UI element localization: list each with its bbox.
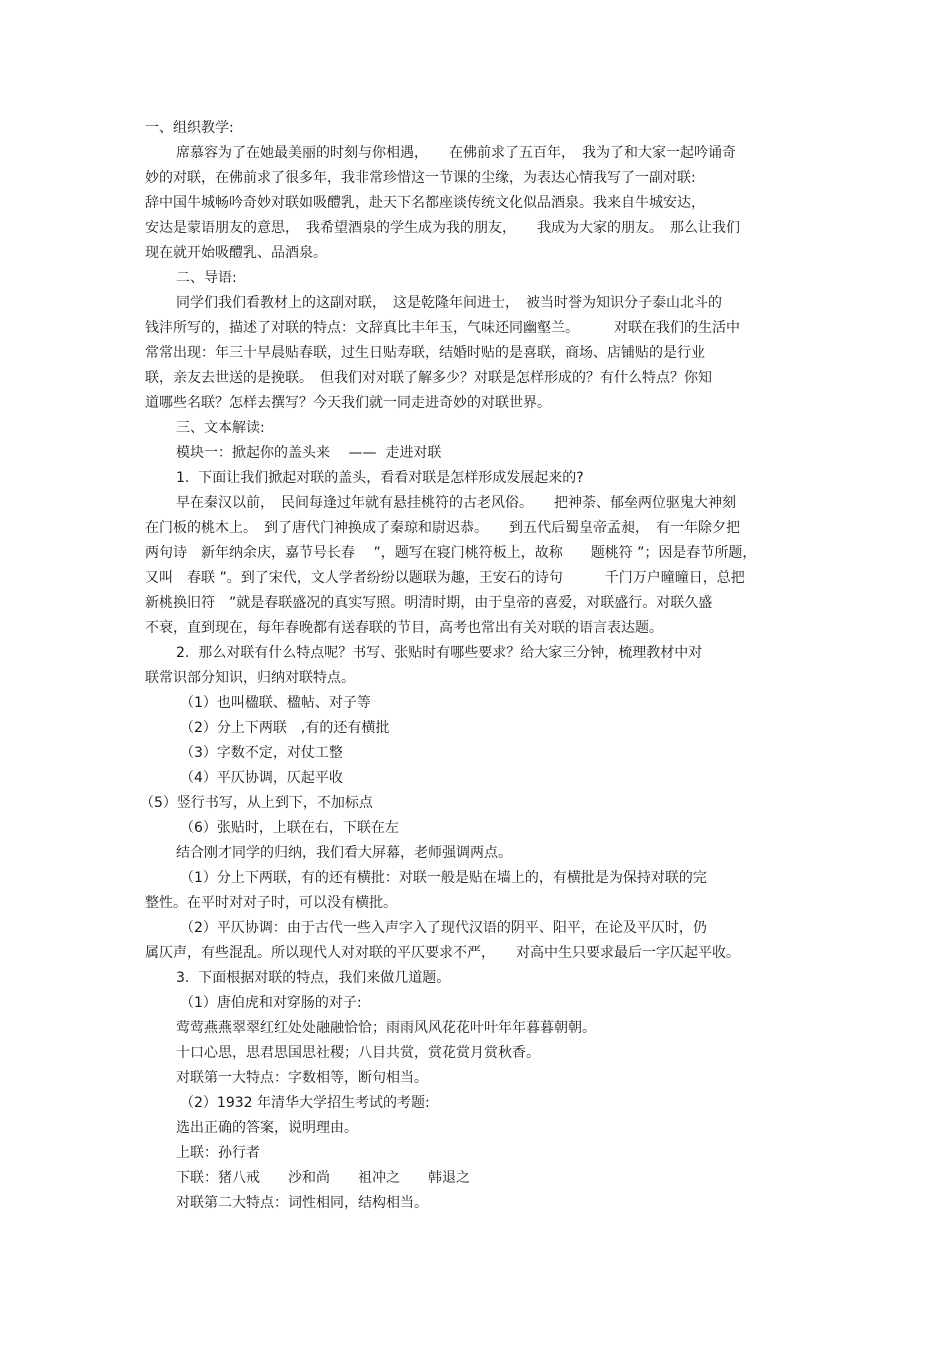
list-item: （5）竖行书写，从上到下，不加标点 <box>140 795 373 811</box>
paragraph-line: 下联：猪八戒 沙和尚 祖冲之 韩退之 <box>176 1170 470 1186</box>
paragraph-line: 钱沣所写的，描述了对联的特点：文辞真比丰年玉，气味还同幽壑兰。 对联在我们的生活中 <box>145 320 740 336</box>
paragraph-line: 2. 那么对联有什么特点呢？书写、张贴时有哪些要求？给大家三分钟，梳理教材中对 <box>176 645 703 661</box>
paragraph-line: 辞中国牛城畅吟奇妙对联如吸醴乳，赴天下名都座谈传统文化似品酒泉。我来自牛城安达， <box>145 195 705 211</box>
paragraph-line: 常常出现：年三十早晨贴春联，过生日贴寿联，结婚时贴的是喜联，商场、店铺贴的是行业 <box>145 345 705 361</box>
section-heading-1: 一、组织教学: <box>145 120 234 136</box>
paragraph-line: 在门板的桃木上。 到了唐代门神换成了秦琼和尉迟恭。 到五代后蜀皇帝孟昶， 有一年除夕把 <box>145 520 740 536</box>
list-item: （6）张贴时，上联在右，下联在左 <box>180 820 399 836</box>
paragraph-line: 又叫 春联 ”。到了宋代，文人学者纷纷以题联为趣，王安石的诗句 千门万户曈曈日，总把 <box>145 570 745 586</box>
paragraph-line: 结合刚才同学的归纳，我们看大屏幕，老师强调两点。 <box>176 845 512 861</box>
paragraph-line: 属仄声，有些混乱。所以现代人对对联的平仄要求不严， 对高中生只要求最后一字仄起平收。 <box>145 945 740 961</box>
paragraph-line: 早在秦汉以前， 民间每逢过年就有悬挂桃符的古老风俗。 把神荼、郁垒两位驱鬼大神刻 <box>176 495 736 511</box>
paragraph-line: 同学们我们看教材上的这副对联， 这是乾隆年间进士， 被当时誉为知识分子泰山北斗的 <box>176 295 722 311</box>
list-item: （1）也叫楹联、楹帖、对子等 <box>180 695 371 711</box>
paragraph-line: 现在就开始吸醴乳、品酒泉。 <box>145 245 327 261</box>
paragraph-line: 新桃换旧符 ”就是春联盛况的真实写照。明清时期，由于皇帝的喜爱，对联盛行。对联久盛 <box>145 595 713 611</box>
paragraph-line: 联常识部分知识，归纳对联特点。 <box>145 670 355 686</box>
paragraph-line: 对联第一大特点：字数相等，断句相当。 <box>176 1070 428 1086</box>
list-item: （4）平仄协调，仄起平收 <box>180 770 343 786</box>
section-heading-3: 三、文本解读: <box>176 420 265 436</box>
list-item: （3）字数不定，对仗工整 <box>180 745 343 761</box>
module-heading: 模块一：掀起你的盖头来 —— 走进对联 <box>176 445 442 461</box>
list-item: （2）平仄协调：由于古代一些入声字入了现代汉语的阴平、阳平，在论及平仄时，仍 <box>180 920 707 936</box>
couplet-line: 莺莺燕燕翠翠红红处处融融恰恰；雨雨风风花花叶叶年年暮暮朝朝。 <box>176 1020 596 1036</box>
paragraph-line: 两句诗 新年纳余庆，嘉节号长春 ”，题写在寝门桃符板上，故称 题桃符 ”；因是春节所题， <box>145 545 757 561</box>
paragraph-line: 联，亲友去世送的是挽联。 但我们对对联了解多少？对联是怎样形成的？有什么特点？你知 <box>145 370 712 386</box>
paragraph-line: 选出正确的答案，说明理由。 <box>176 1120 358 1136</box>
paragraph-line: 道哪些名联？怎样去撰写？今天我们就一同走进奇妙的对联世界。 <box>145 395 551 411</box>
paragraph-line: 妙的对联，在佛前求了很多年，我非常珍惜这一节课的尘缘，为表达心情我写了一副对联: <box>145 170 696 186</box>
paragraph-line: 对联第二大特点：词性相同，结构相当。 <box>176 1195 428 1211</box>
list-item: （2）1932 年清华大学招生考试的考题: <box>180 1095 430 1111</box>
list-item: （1）唐伯虎和对穿肠的对子: <box>180 995 362 1011</box>
paragraph-line: 不衰，直到现在，每年春晚都有送春联的节目，高考也常出有关对联的语言表达题。 <box>145 620 663 636</box>
paragraph-line: 上联：孙行者 <box>176 1145 260 1161</box>
list-item: （2）分上下两联 ,有的还有横批 <box>180 720 390 736</box>
couplet-line: 十口心思，思君思国思社稷；八目共赏，赏花赏月赏秋香。 <box>176 1045 540 1061</box>
paragraph-line: 安达是蒙语朋友的意思， 我希望酒泉的学生成为我的朋友， 我成为大家的朋友。 那么让我们 <box>145 220 740 236</box>
paragraph-line: 席慕容为了在她最美丽的时刻与你相遇， 在佛前求了五百年， 我为了和大家一起吟诵奇 <box>176 145 736 161</box>
paragraph-line: 3. 下面根据对联的特点，我们来做几道题。 <box>176 970 451 986</box>
section-heading-2: 二、导语: <box>176 270 237 286</box>
paragraph-line: 整性。在平时对对子时，可以没有横批。 <box>145 895 397 911</box>
paragraph-line: 1. 下面让我们掀起对联的盖头，看看对联是怎样形成发展起来的? <box>176 470 584 486</box>
list-item: （1）分上下两联，有的还有横批：对联一般是贴在墙上的，有横批是为保持对联的完 <box>180 870 707 886</box>
